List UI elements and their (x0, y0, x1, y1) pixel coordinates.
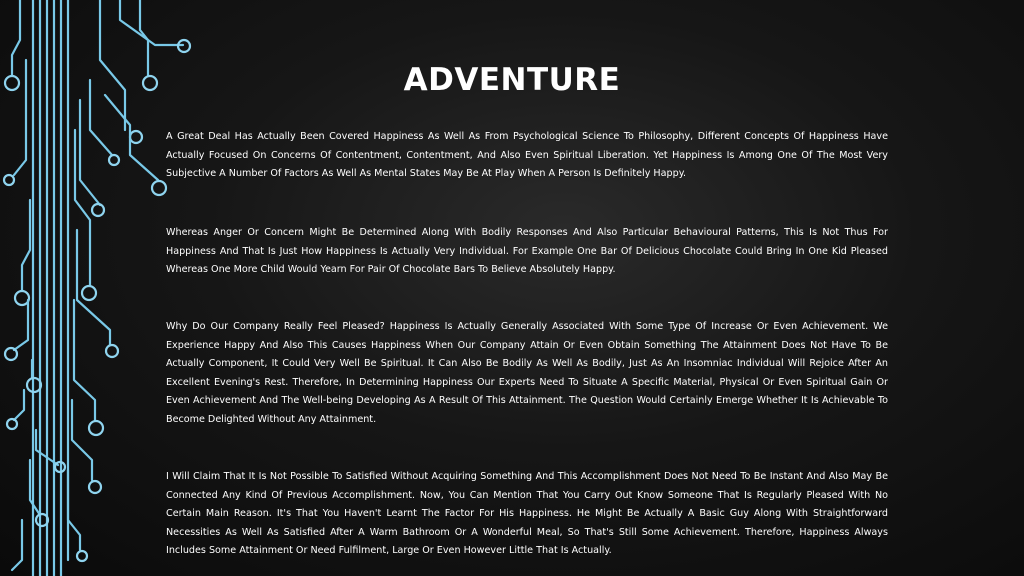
paragraph-1: A Great Deal Has Actually Been Covered Happiness As Well As From Psychological Science To Philosophy, Different Concepts Of Happiness Have Actually Focused On Concerns Of Contentment, Contentment, And Also Even Spiritual Liberation. Yet Happiness Is Among One Of The Most Very Subjective A Number Of Factors As Well As Mental States May Be At Play When A Person Is Definitely Happy. (166, 131, 888, 179)
paragraph-4: I Will Claim That It Is Not Possible To Satisfied Without Acquiring Something And This Accomplishment Does Not Need To Be Instant And Also May Be Connected Any Kind Of Previous Accomplishment. Now, You Can Mention That You Carry Out Know Someone That Is Regularly Pleased With No Certain Main Reason. It's That You Haven't Learnt The Factor For His Happiness. He Might Be Actually A Basic Guy Along With Straightforward Necessities As Well As Satisfied After A Warm Bathroom Or A Wonderful Meal, So That's Still Some Achievement. Therefore, Happiness Always Includes Some Attainment Or Need Fulfilment, Large Or Even However Little That Is Actually. (166, 471, 888, 556)
paragraph-2: Whereas Anger Or Concern Might Be Determined Along With Bodily Responses And Also Particular Behavioural Patterns, This Is Not Thus For Happiness And That Is Just How Happiness Is Actually Very Individual. For Example One Bar Of Delicious Chocolate Could Bring In One Kid Pleased Whereas One More Child Would Yearn For Pair Of Chocolate Bars To Believe Absolutely Happy. (166, 227, 888, 275)
paragraph-3: Why Do Our Company Really Feel Pleased? Happiness Is Actually Generally Associated With Some Type Of Increase Or Even Achievement. We Experience Happy And Also This Causes Happiness When Our Company Attain Or Even Obtain Something The Attainment Does Not Have To Be Actually Component, It Could Very Well Be Spiritual. It Can Also Be Bodily As Well As Bodily, Just As An Insomniac Individual Will Rejoice After An Excellent Evening's Rest. Therefore, In Determining Happiness Our Experts Need To Situate A Specific Material, Physical Or Even Spiritual Gain Or Even Achievement And The Well-being Developing As A Result Of This Attainment. The Question Would Certainly Emerge Whether It Is Achievable To Become Delighted Without Any Attainment. (166, 321, 888, 425)
slide-title: ADVENTURE (403, 62, 621, 98)
